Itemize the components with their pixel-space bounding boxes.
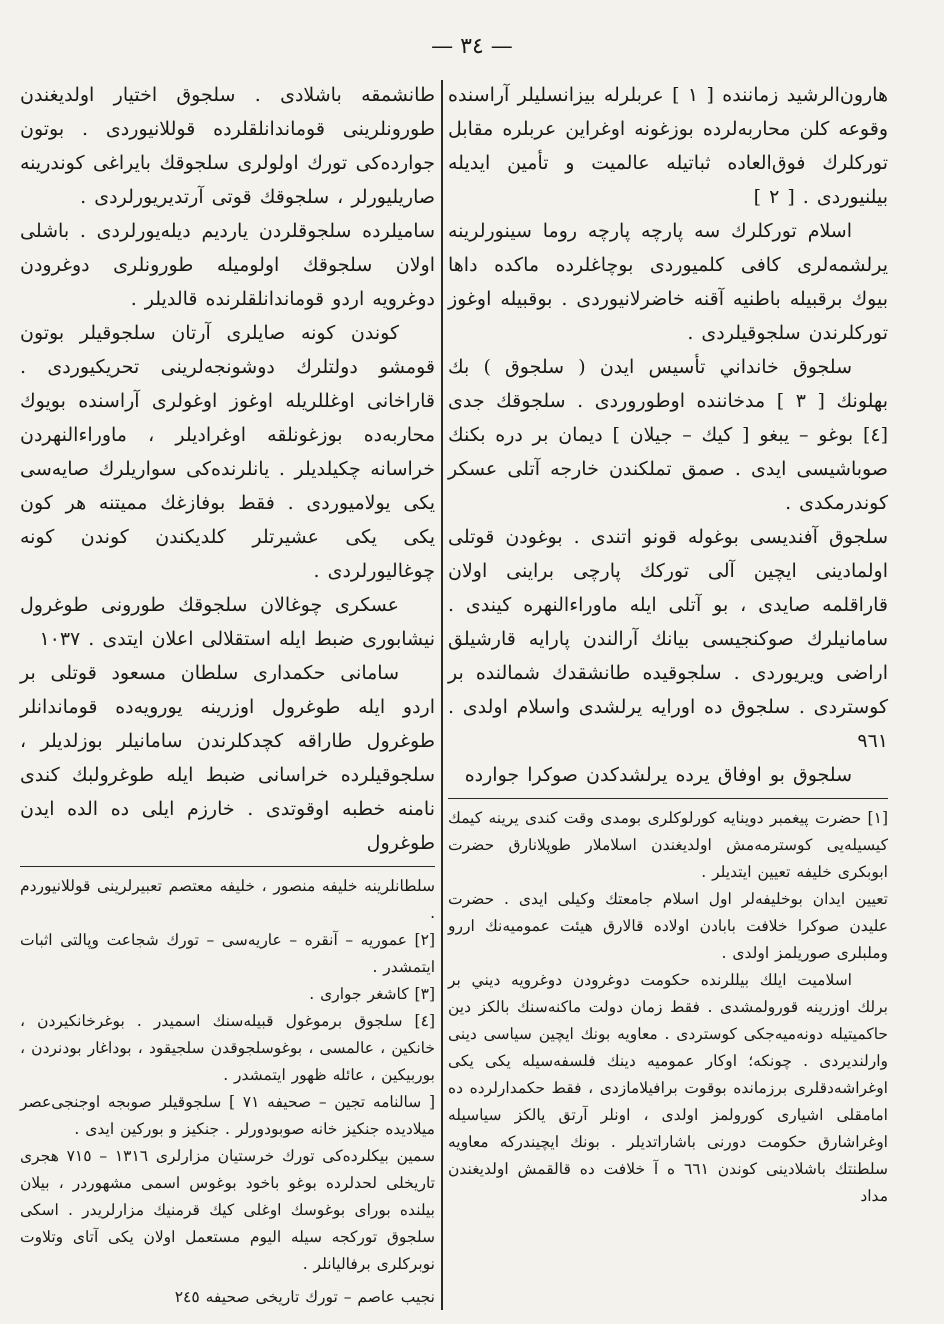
paragraph: سامانى حكمدارى سلطان مسعود قوتلى بر اردو ايله طوغرول اوزرينه يورويه‌ده قوماندانلر طوغرول طاراقه كچدكلرندن سامانيلر بوزلديلر ، سلجوقيلرده خراسانى ضبط ايله طوغرولبك كندى نامنه خطبه اوقوتدى . خارزم ايلى ده الده ايدن طوغرول <box>20 662 435 854</box>
footnote: اسلاميت ايلك بيللرنده حكومت دوغرودن دوغرويه ديني بر برلك اوزرينه قورولمشدی . فقط زمان دولت ماكنه‌سنك بالكز دين حاكميتيله دونه‌ميه‌جكى كوستردى . معاويه بونك ايچين سياسى دينى وارلنديردی . چونكه؛ اوكار عموميه دينك فلسفه‌سيله يكى يكى اوغراشه‌دقلرى برزمانده بوقوت برافيلامازدی ، فقط حكمدارلرده ده امامقلى اشيارى كورولمز اولدى ، اونلر آرتق يالكز سياسيله اوغراشارق حكومت دورنى باشاراتديلر . بونك ايچيندركه معاويه سلطنتك باشلادينى كوندن ٦٦١ ه آ خلافت ده قالقمش اولديغندن مداد <box>448 971 889 1205</box>
right-column <box>448 78 888 1210</box>
footnote: [١] حضرت پيغمبر دوينايه كورلوكلرى بومدى وقت كندى يرينه كيمك كيسيله‌يى كوسترمه‌مش اولديغندن اسلاملار طوپلانارق حضرت ابوبكرى خليفه تعيين ايتديلر . <box>448 809 888 881</box>
footnote: [٣] كاشغر جوارى . <box>309 985 435 1003</box>
paragraph: عسكرى چوغالان سلجوقك طورونى طوغرول نيشابورى ضبط ايله استقلالى اعلان ايتدى . ١٠٣٧ <box>20 594 435 650</box>
paragraph: سلجوق بو اوفاق يرده يرلشدكدن صوكرا جوارده <box>464 764 852 786</box>
footnote: [٤] سلجوق برموغول قبيله‌سنك اسميدر . بوغرخانكيردن ، خانكين ، عالمسى ، بوغوسلجوقدن سلجيقود ، بوداغار بودنردن ، بوربيكين ، عائله ظهور ايتمشدر . <box>20 1012 435 1084</box>
footnote: سلطانلرينه خليفه منصور ، خليفه معتصم تعبيرلرينى قوللانيوردم . <box>20 877 435 922</box>
footnote: [ سالنامه تجين – صحيفه ٧١ ] سلجوقيلر صوبجه اوجنجى‌عصر ميلاديده جنكيز خانه صوبودورلر . جنكيز و بوركين ايدى . <box>20 1093 436 1138</box>
paragraph: هارون‌الرشيد زماننده [ ١ ] عربلرله بيزانسليلر آراسنده وقوعه كلن محاربه‌لرده بوزغونه اوغراين عربلره مقابل توركلرك فوق‌العاده ثباتيله عالميت و تأمين ايديله بيلنيوردی . [ ٢ ] <box>448 84 888 208</box>
source-citation: نجيب عاصم – تورك تاريخى صحيفه ٢٤٥ <box>174 1288 435 1306</box>
footnote: سمين بيكلرده‌كى تورك خرستيان مزارلرى ١٣١٦ – ٧١٥ هجرى تاريخلى لحدلرده بوغو باخود بوغوس اسمى مشهوردر ، بيلان بيلنده بوراى بوغوسك اوغلى كيك قرمنيك مزارلريدر . اسكى سلجوق توركجه سيله اليوم مستعمل اولان يكى آتاى وتلاوت نوبركلرى برفاليانلر . <box>20 1147 435 1273</box>
footnote: [٢] عموريه – آنقره – عاريه‌سى – تورك شجاعت وپالتى اثبات ايتمشدر . <box>20 931 435 976</box>
footnote: تعيين ايدان بوخليفه‌لر اول اسلام جامعتك وكيلى ايدى . حضرت عليدن صوكرا خلافت بابادن اولاده قالارق هيئت عموميه‌نك اررو وملبلرى صوريلمز اولدى . <box>448 890 888 962</box>
left-column <box>20 78 435 1311</box>
paragraph: طانشمقه باشلادی . سلجوق اختيار اولديغندن طورونلرينى قوماندانلقلرده قوللانيوردى . بوتون جوارده‌كى تورك اولولرى سلجوقك بايراغى كوندرينه صاريليورلر ، سلجوقك قوتى آرتديريورلردى . <box>20 84 435 208</box>
paragraph: ساميلرده سلجوقلردن يارديم ديله‌يورلردى . باشلى اولان سلجوقك اولوميله طورونلرى دوغرودن دوغرويه اردو قوماندانلقلرنده قالديلر . <box>20 220 435 310</box>
footnote-rule <box>20 866 435 867</box>
paragraph: سلجوق آفنديسى بوغوله قونو اتندى . بوغودن قوتلى اولمادينى ايچين آلى توركك پارچى براينى اولان قاراقلمه صايدى ، بو آتلى ايله ماوراءالنهره كيندى . سامانيلرك صوكنجيسى بيانك آرالندن پارايه قارشيلق اراضى ويريوردى . سلجوقيده طانشقدك شمالنده بر كوستردى . سلجوق ده اورايه يرلشدى واسلام اولدى . ٩٦١ <box>448 526 888 752</box>
page-number: — ٣٤ — <box>431 34 513 59</box>
footnote-rule <box>448 798 888 799</box>
paragraph: سلجوق خانداني تأسيس ايدن ( سلجوق ) بك بهلونك [ ٣ ] مدخاننده اوطوروردی . سلجوقك جدی [٤] بوغو – يبغو [ كيك – جيلان ] ديمان بر دره بكنك صوباشيسى ايدى . صمق تملكندن خارجه آتلی عسكر كوندرمكدى . <box>448 356 888 514</box>
paragraph: اسلام توركلرك سه پارچه پارچه روما سينورلرينه يرلشمه‌لری كافى كلميوردى بوچاغلرده ماكده داها بيوك برقبيله باطنيه آقنه خاضرلانيوردى . بوقبيله اوغوز توركلرندن سلجوقيلردى . <box>448 220 888 344</box>
column-divider <box>441 80 443 1310</box>
paragraph: كوندن كونه صايلرى آرتان سلجوقيلر بوتون قومشو دولتلرك دوشونجه‌لرينى تحريكيوردى . قاراخانى اوغللريله اوغوز اوغولرى آراسنده بويوك محاربه‌ده بوزغونلقه اوغراديلر ، ماوراءالنهردن خراسانه چكيلديلر . يانلرنده‌كى سواريلرك صايه‌سى يكى يولاميوردى . فقط بوفازغك مميتنه هر كون يكى يكى عشيرتلر كلديكندن كوندن كونه چوغاليورلردى . <box>20 322 435 582</box>
